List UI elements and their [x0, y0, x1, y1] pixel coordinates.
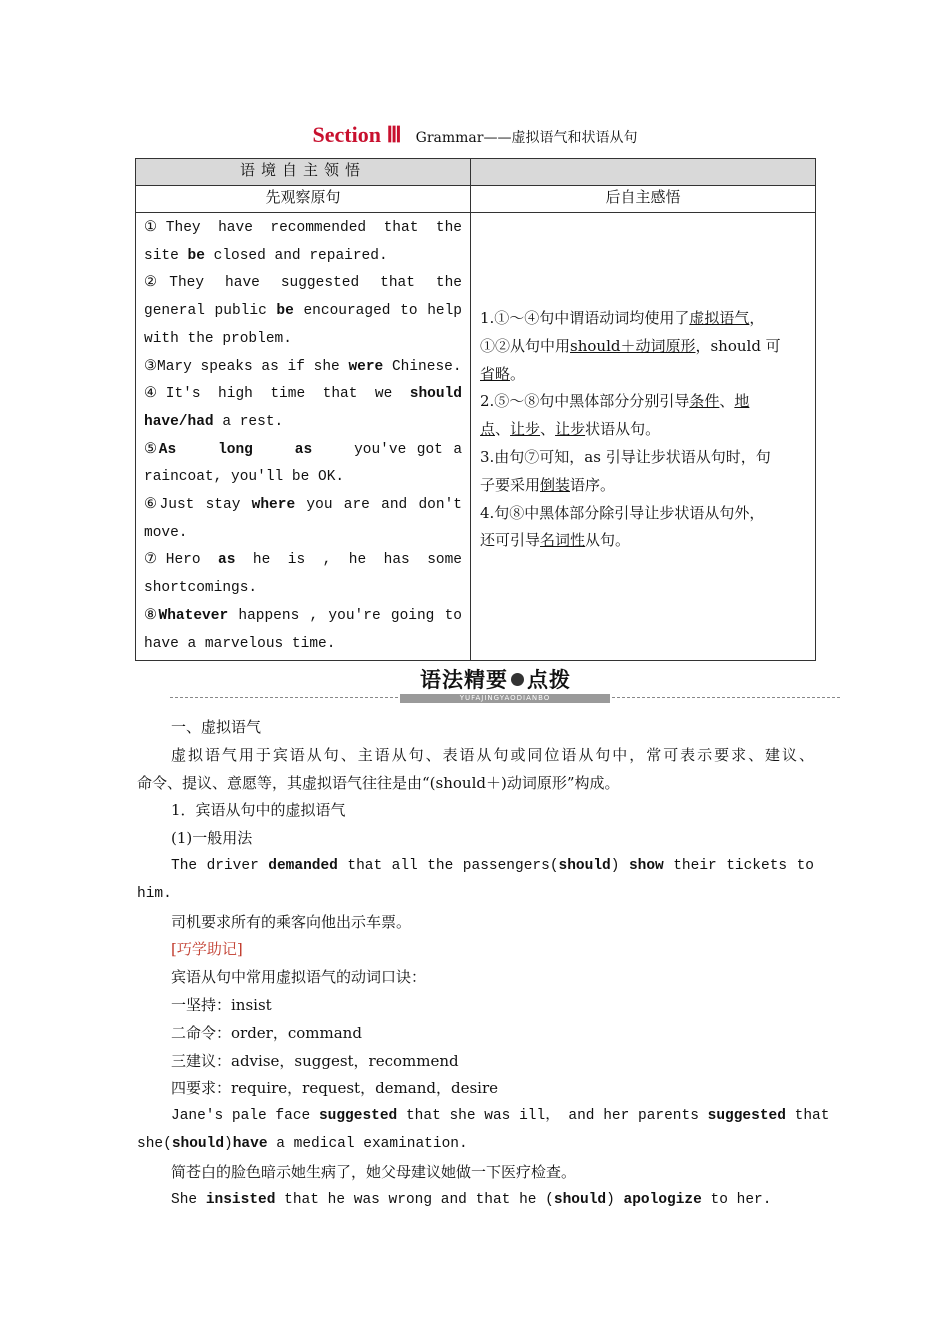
- sentence-line: ①They have recommended that the: [144, 220, 462, 236]
- table-subheader-row: [136, 186, 816, 213]
- sentence-line: with the problem.: [144, 330, 292, 347]
- sentence-line: ②They have suggested that the: [144, 275, 462, 292]
- sentence-line: have a marvelous time.: [144, 635, 336, 652]
- rhyme-line: 四要求：require，request，demand，desire: [171, 1079, 498, 1098]
- example-sentences: [136, 213, 471, 661]
- table-header-row: [136, 159, 816, 186]
- sentence-line: shortcomings.: [144, 580, 258, 597]
- insight-notes: [471, 213, 816, 661]
- note-line: 还可引导名词性从句。: [480, 531, 631, 550]
- paragraph: 虚拟语气用于宾语从句、主语从句、表语从句或同位语从句中，常可表示要求、建议、: [171, 745, 814, 764]
- section-banner: [170, 664, 840, 704]
- note-line: 1.①～④句中谓语动词均使用了虚拟语气，: [480, 309, 765, 327]
- rhyme-line: 二命令：order，command: [171, 1023, 362, 1042]
- example-sentence: Jane's pale face suggested that she was ill， and her parents suggested that: [171, 1108, 830, 1125]
- sentence-line: ⑥Just stay where you are and don't: [144, 497, 462, 514]
- example-sentence: him.: [137, 885, 172, 902]
- sentence-line: ⑧Whatever happens , you're going to: [144, 607, 462, 624]
- context-table: [135, 158, 816, 661]
- section-label: Section Ⅲ: [312, 122, 402, 147]
- heading-3: (1)一般用法: [171, 829, 253, 848]
- sentence-line: site be closed and repaired.: [144, 247, 388, 264]
- paragraph: 命令、提议、意愿等，其虚拟语气往往是由“(should＋)动词原形”构成。: [137, 773, 620, 792]
- example-sentence: The driver demanded that all the passengers(should) show their tickets to: [171, 857, 814, 874]
- note-line: 2.⑤～⑧句中黑体部分分别引导条件、地: [480, 392, 750, 411]
- note-line: 省略。: [480, 364, 526, 383]
- rhyme-line: 三建议：advise，suggest，recommend: [171, 1051, 459, 1070]
- note-line: 子要采用倒装语序。: [480, 475, 616, 494]
- rhyme-line: 一坚持：insist: [171, 995, 272, 1014]
- sentence-line: move.: [144, 524, 188, 541]
- sentence-line: raincoat, you'll be OK.: [144, 469, 345, 486]
- note-line: 点、让步、让步状语从句。: [480, 420, 661, 439]
- note-line: ①②从句中用should＋动词原形，should 可: [480, 336, 781, 355]
- table-header-empty: [471, 159, 816, 186]
- sentence-line: ④It's high time that we should: [144, 386, 462, 403]
- translation: 司机要求所有的乘客向他出示车票。: [171, 912, 412, 931]
- heading-2: 1．宾语从句中的虚拟语气: [171, 801, 346, 820]
- col-observe-heading: 先观察原句: [136, 186, 471, 213]
- page-title: [0, 122, 950, 148]
- sentence-line: ⑤As long as you've got a: [144, 441, 463, 458]
- heading-1: 一、虚拟语气: [171, 718, 262, 736]
- banner-divider-right: [612, 697, 840, 698]
- banner-pinyin: YUFAJINGYAODIANBO: [400, 694, 610, 703]
- sentence-line: have/had a rest.: [144, 413, 284, 430]
- sentence-line: general public be encouraged to help: [144, 303, 462, 320]
- sentence-line: ⑦Hero as he is , he has some: [144, 552, 463, 569]
- example-sentence: she(should)have a medical examination.: [137, 1135, 468, 1152]
- note-line: 3.由句⑦可知，as 引导让步状语从句时，句: [480, 447, 771, 466]
- col-insight-heading: 后自主感悟: [471, 186, 816, 213]
- note-line: 4.句⑧中黑体部分除引导让步状语从句外，: [480, 503, 765, 522]
- memory-tip-label: [巧学助记]: [171, 940, 243, 959]
- translation: 简苍白的脸色暗示她生病了，她父母建议她做一下医疗检查。: [171, 1162, 577, 1181]
- section-subtitle: Grammar——虚拟语气和状语从句: [415, 130, 638, 146]
- banner-divider-left: [170, 697, 398, 698]
- paragraph: 宾语从句中常用虚拟语气的动词口诀：: [171, 968, 427, 987]
- example-sentence: She insisted that he was wrong and that he (should) apologize to her.: [171, 1191, 772, 1208]
- table-header-main: 语境自主领悟: [136, 159, 471, 186]
- arrow-dot-icon: [511, 673, 524, 686]
- banner-title: 语法精要 点拨: [420, 668, 571, 692]
- sentence-line: ③Mary speaks as if she were Chinese.: [144, 358, 462, 375]
- table-content-row: [136, 213, 816, 661]
- grammar-body: [137, 714, 830, 1214]
